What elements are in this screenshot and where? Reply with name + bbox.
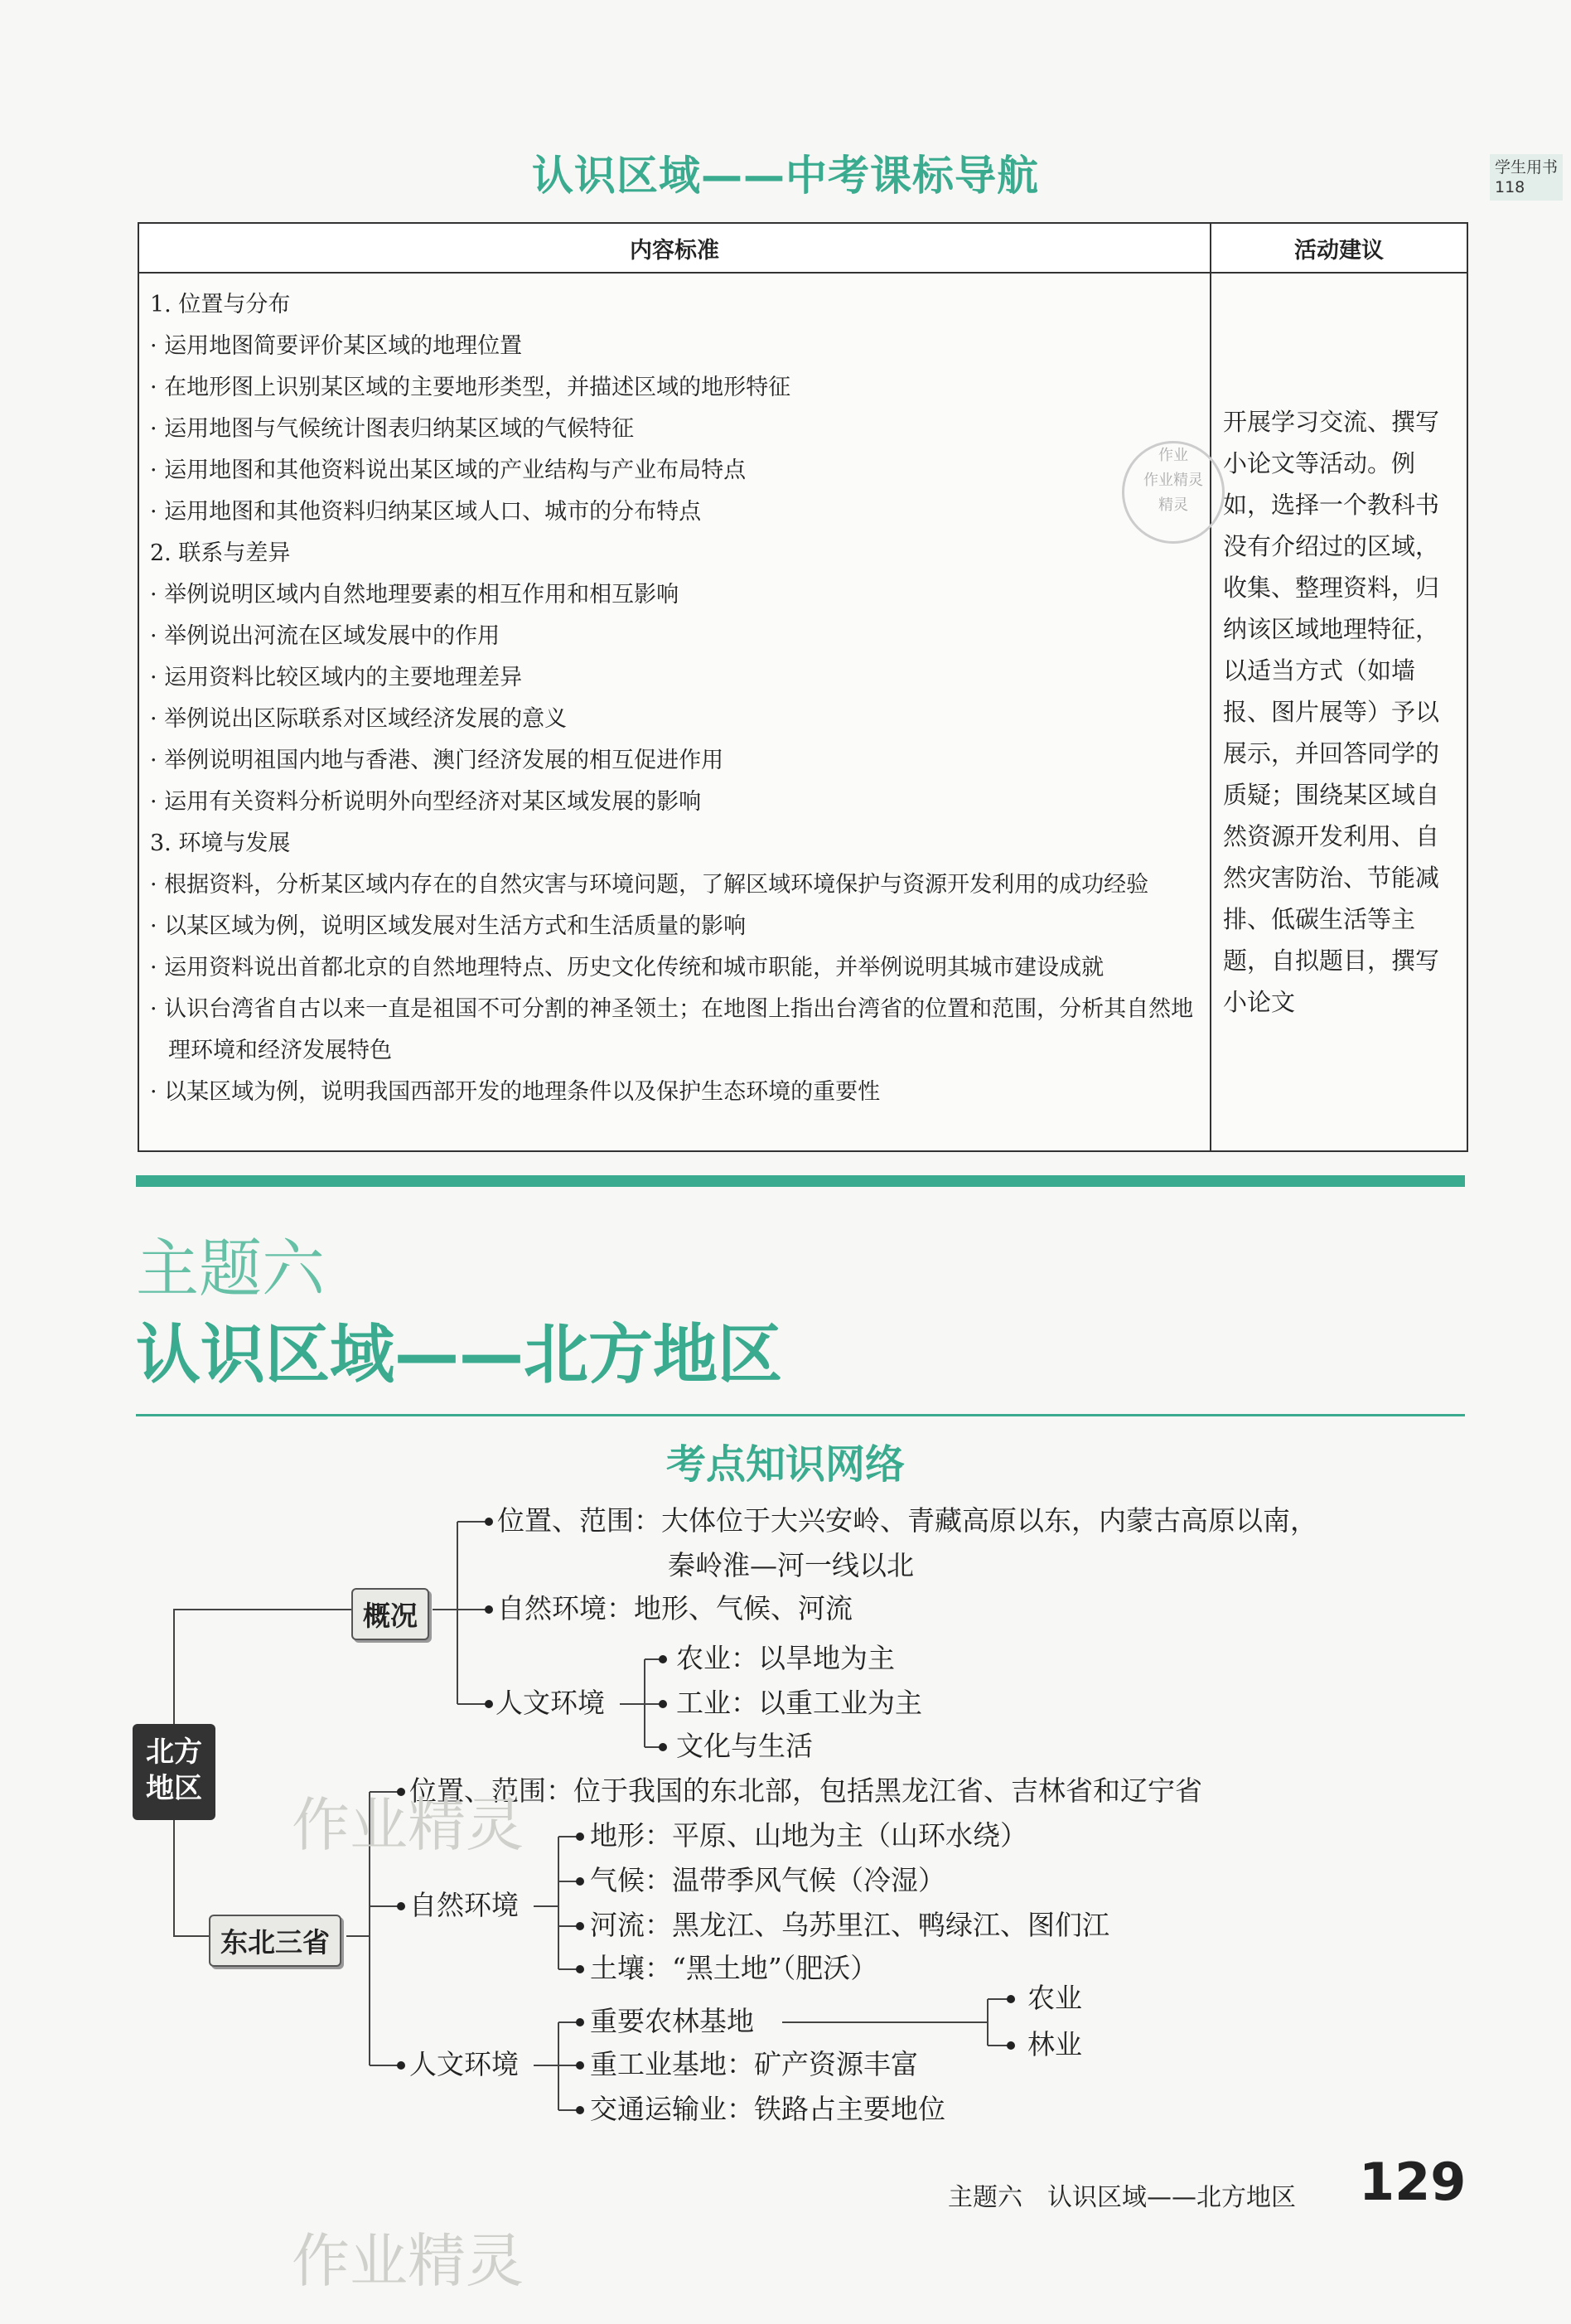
root-line: 北方: [146, 1736, 202, 1769]
root-node: [133, 1724, 215, 1820]
standard-item: · 举例说明区域内自然地理要素的相互作用和相互影响: [150, 582, 679, 608]
overview-agri: 农业：以旱地为主: [676, 1642, 895, 1674]
northeast-climate: 气候：温带季风气候（冷湿）: [590, 1864, 945, 1896]
network-title: 考点知识网络: [665, 1441, 905, 1488]
northeast-heavy-industry: 重工业基地：矿产资源丰富: [590, 2048, 918, 2080]
standard-item: · 在地形图上识别某区域的主要地形类型，并描述区域的地形特征: [150, 375, 791, 400]
standard-item: · 根据资料，分析某区域内存在的自然灾害与环境问题，了解区域环境保护与资源开发利用的成功经验: [150, 872, 1149, 898]
standard-item: · 运用地图与气候统计图表归纳某区域的气候特征: [150, 416, 635, 442]
northeast-base: 重要农林基地: [590, 2004, 761, 2039]
theme-title: 认识区域——北方地区: [136, 1318, 783, 1392]
header-content: 内容标准: [138, 223, 1211, 273]
overview-location-cont: 秦岭淮—河一线以北: [668, 1549, 914, 1581]
stamp-text: 作业精灵: [1143, 472, 1203, 489]
overview-industry: 工业：以重工业为主: [676, 1687, 922, 1719]
standard-item: 2. 联系与差异: [150, 540, 291, 566]
overview-human: 人文环境: [495, 1687, 605, 1719]
side-tab-page: 118: [1495, 178, 1525, 196]
standard-item: · 运用地图简要评价某区域的地理位置: [150, 333, 523, 359]
standard-item: 1. 位置与分布: [150, 292, 291, 317]
standard-item: · 运用资料说出首都北京的自然地理特点、历史文化传统和城市职能，并举例说明其城市建设成就: [150, 955, 1105, 980]
standard-item: · 认识台湾省自古以来一直是祖国不可分割的神圣领土；在地图上指出台湾省的位置和范围，分析其自然地理环境和经济发展特色: [150, 996, 1194, 1063]
activity-cell: 开展学习交流、撰写小论文等活动。例如，选择一个教科书没有介绍过的区域，收集、整理资料，归纳该区域地理特征，以适当方式（如墙报、图片展等）予以展示，并回答同学的质疑；围绕某区域自然资源开发利用、自然灾害防治、节能减排、低碳生活等主题，自拟题目，撰写小论文: [1211, 273, 1467, 1151]
side-tab-label: 学生用书: [1495, 158, 1559, 177]
northeast-terrain: 地形：平原、山地为主（山环水绕）: [590, 1819, 1027, 1852]
stamp-text: 精灵: [1158, 496, 1188, 514]
root-line: 地区: [146, 1772, 202, 1805]
standard-item: · 以某区域为例，说明区域发展对生活方式和生活质量的影响: [150, 913, 747, 939]
northeast-transport: 交通运输业：铁路占主要地位: [590, 2093, 945, 2125]
northeast-rivers: 河流：黑龙江、乌苏里江、鸭绿江、图们江: [590, 1909, 1109, 1941]
standard-item: · 运用有关资料分析说明外向型经济对某区域发展的影响: [150, 789, 702, 815]
standard-item: · 举例说出河流在区域发展中的作用: [150, 623, 500, 649]
theme-subtitle: 主题六: [136, 1232, 325, 1305]
standard-item: · 举例说明祖国内地与香港、澳门经济发展的相互促进作用: [150, 748, 724, 773]
standard-item: · 以某区域为例，说明我国西部开发的地理条件以及保护生态环境的重要性: [150, 1079, 881, 1105]
nav-title: 认识区域——中考课标导航: [532, 152, 1039, 200]
standard-item: · 运用资料比较区域内的主要地理差异: [150, 665, 523, 690]
overview-culture: 文化与生活: [676, 1730, 813, 1762]
northeast-soil: 土壤：“黑土地”（肥沃）: [590, 1952, 878, 1984]
northeast-human: 人文环境: [409, 2048, 519, 2080]
page-number: 129: [1359, 2152, 1467, 2212]
watermark: 作业精灵: [292, 2227, 524, 2295]
standard-item: · 举例说出区际联系对区域经济发展的意义: [150, 706, 568, 732]
standard-item: · 运用地图和其他资料归纳某区域人口、城市的分布特点: [150, 499, 702, 525]
watermark: 作业精灵: [292, 1791, 524, 1859]
overview-nature: 自然环境：地形、气候、河流: [497, 1592, 853, 1624]
northeast-nature: 自然环境: [409, 1889, 519, 1921]
standard-item: · 运用地图和其他资料说出某区域的产业结构与产业布局特点: [150, 458, 747, 483]
footer-text: 主题六 认识区域——北方地区: [948, 2183, 1296, 2212]
overview-location: 位置、范围：大体位于大兴安岭、青藏高原以东，内蒙古高原以南，: [497, 1504, 1317, 1537]
northeast-location: 位置、范围：位于我国的东北部，包括黑龙江省、吉林省和辽宁省: [409, 1774, 1202, 1807]
base-agriculture: 农业: [1027, 1982, 1082, 2014]
header-activity: 活动建议: [1211, 223, 1467, 273]
base-forestry: 林业: [1027, 2028, 1082, 2060]
northeast-node: 东北三省: [209, 1915, 341, 1967]
overview-node: 概况: [351, 1588, 429, 1640]
standard-item: 3. 环境与发展: [150, 830, 291, 856]
stamp-text: 作业: [1158, 447, 1188, 464]
